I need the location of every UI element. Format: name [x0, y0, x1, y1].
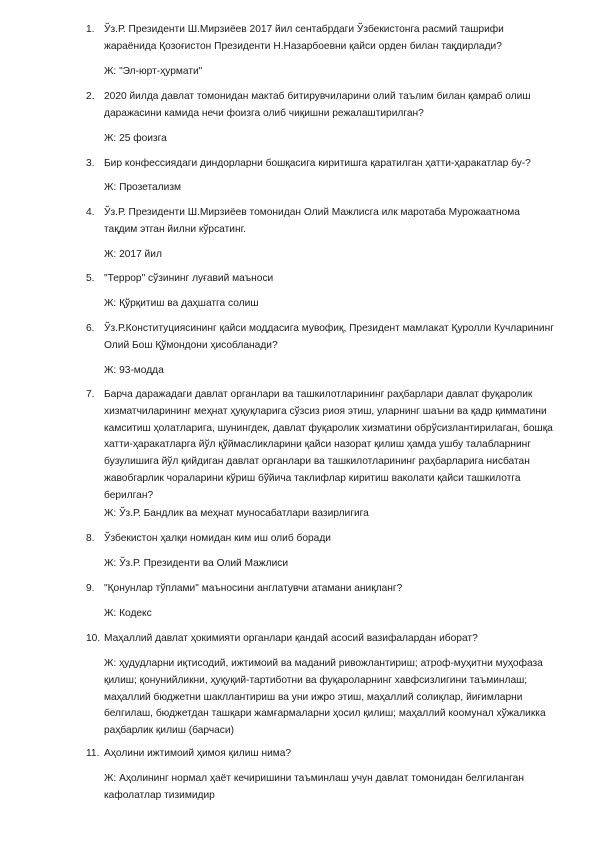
question-number: 5. — [86, 273, 95, 284]
question-text: Аҳолини ижтимоий ҳимоя қилиш нима? — [104, 748, 292, 759]
question-text: "Террор" сўзининг луғавий маъноси — [104, 273, 274, 284]
answer-6: Ж: 93-модда — [104, 365, 164, 376]
question-4 — [86, 205, 556, 239]
answer-11: Ж: Аҳолининг нормал ҳаёт кечиришини таъминлаш учун давлат томонидан белгиланган кафолатлар тизимидир — [104, 773, 524, 801]
question-number: 9. — [86, 583, 95, 594]
question-2 — [86, 89, 556, 123]
question-text: Ўзбекистон ҳалқи номидан ким иш олиб боради — [104, 533, 331, 544]
question-3 — [86, 156, 556, 173]
question-number: 10. — [86, 633, 101, 644]
answer-5: Ж: Қўрқитиш ва даҳшатга солиш — [104, 298, 259, 309]
question-5 — [86, 271, 556, 288]
question-number: 3. — [86, 158, 95, 169]
question-1 — [86, 22, 556, 56]
question-6 — [86, 321, 556, 355]
question-number: 7. — [86, 389, 95, 400]
question-number: 11. — [86, 748, 100, 759]
question-text: Ўз.Р. Президенти Ш.Мирзиёев 2017 йил сентабрдаги Ўзбекистонга расмий ташрифи жараёнида Қозоғистон Президенти Н.Назарбоевни қайси орден билан тақдирлади? — [104, 24, 504, 52]
question-7 — [86, 387, 556, 505]
question-text: "Қонунлар тўплами" маъносини англатувчи атамани аниқланг? — [104, 583, 403, 594]
question-number: 1. — [86, 24, 95, 35]
question-text: 2020 йилда давлат томонидан мактаб битирувчиларини олий таълим билан қамраб олиш даражасини камида нечи фоизга олиб чиқишни режалаштирилган? — [104, 91, 531, 119]
question-text: Бир конфессиядаги диндорларни бошқасига киритишга қаратилган ҳатти-ҳаракатлар бу-? — [104, 158, 531, 169]
answer-3: Ж: Прозетализм — [104, 182, 182, 193]
answer-10: Ж: ҳудудларни иқтисодий, ижтимоий ва маданий ривожлантириш; атроф-муҳитни муҳофаза қилиш; қонунийликни, ҳуқуқий-тартиботни ва фуқароларнинг хавфсизлигини таъминлаш; маҳаллий бюджетни шакллантириш ва уни ижро этиш, маҳаллий солиқлар, йиғимларни белгилаш, бюджетдан ташқари жамғармаларни ҳосил қилиш; маҳаллий коомунал хўжаликка раҳбарлик қилиш (барчаси) — [104, 658, 546, 737]
question-text: Барча даражадаги давлат органлари ва ташкилотларининг раҳбарлари давлат фуқаролик хизматчиларининг меҳнат ҳуқуқларига сўзсиз риоя этиш, уларнинг шаъни ва қадр қимматини камситиш ҳолатларига, шунингдек, давлат фуқаролик хизматини обрўсизлантирилаган, бошқа хатти-ҳаракатларга йўл қўймасликларини қайси назорат қилиш ҳамда ушбу талабларнинг бузулишига йўл қийдиган давлат органлари ва ташкилотларининг раҳбарларига нисбатан жавобгарлик чораларини кўриш бўйича таклифлар киритиш ваколати қайси ташкилотга берилган? — [104, 389, 553, 501]
answer-4: Ж: 2017 йил — [104, 249, 162, 260]
question-10 — [86, 631, 556, 648]
answer-2: Ж: 25 фоизга — [104, 133, 167, 144]
question-number: 6. — [86, 323, 95, 334]
question-number: 4. — [86, 207, 95, 218]
question-11 — [86, 746, 556, 763]
question-number: 8. — [86, 533, 95, 544]
question-text: Ўз.Р. Президенти Ш.Мирзиёев томонидан Олий Мажлисга илк маротаба Мурожаатнома тақдим этган йилни кўрсатинг. — [104, 207, 520, 235]
answer-7: Ж: Ўз.Р. Бандлик ва меҳнат муносабатлари вазирлигига — [104, 508, 369, 519]
question-8 — [86, 531, 556, 548]
question-9 — [86, 581, 556, 598]
question-text: Маҳаллий давлат ҳокимияти органлари қандай асосий вазифалардан иборат? — [104, 633, 478, 644]
question-text: Ўз.Р.Конституциясининг қайси моддасига мувофиқ, Президент мамлакат Қуролли Кучларининг Олий Бош Қўмондони ҳисобланади? — [104, 323, 554, 351]
answer-1: Ж: "Эл-юрт-ҳурмати" — [104, 66, 203, 77]
question-number: 2. — [86, 91, 95, 102]
answer-8: Ж: Ўз.Р. Президенти ва Олий Мажлиси — [104, 558, 289, 569]
answer-9: Ж: Кодекс — [104, 608, 152, 619]
